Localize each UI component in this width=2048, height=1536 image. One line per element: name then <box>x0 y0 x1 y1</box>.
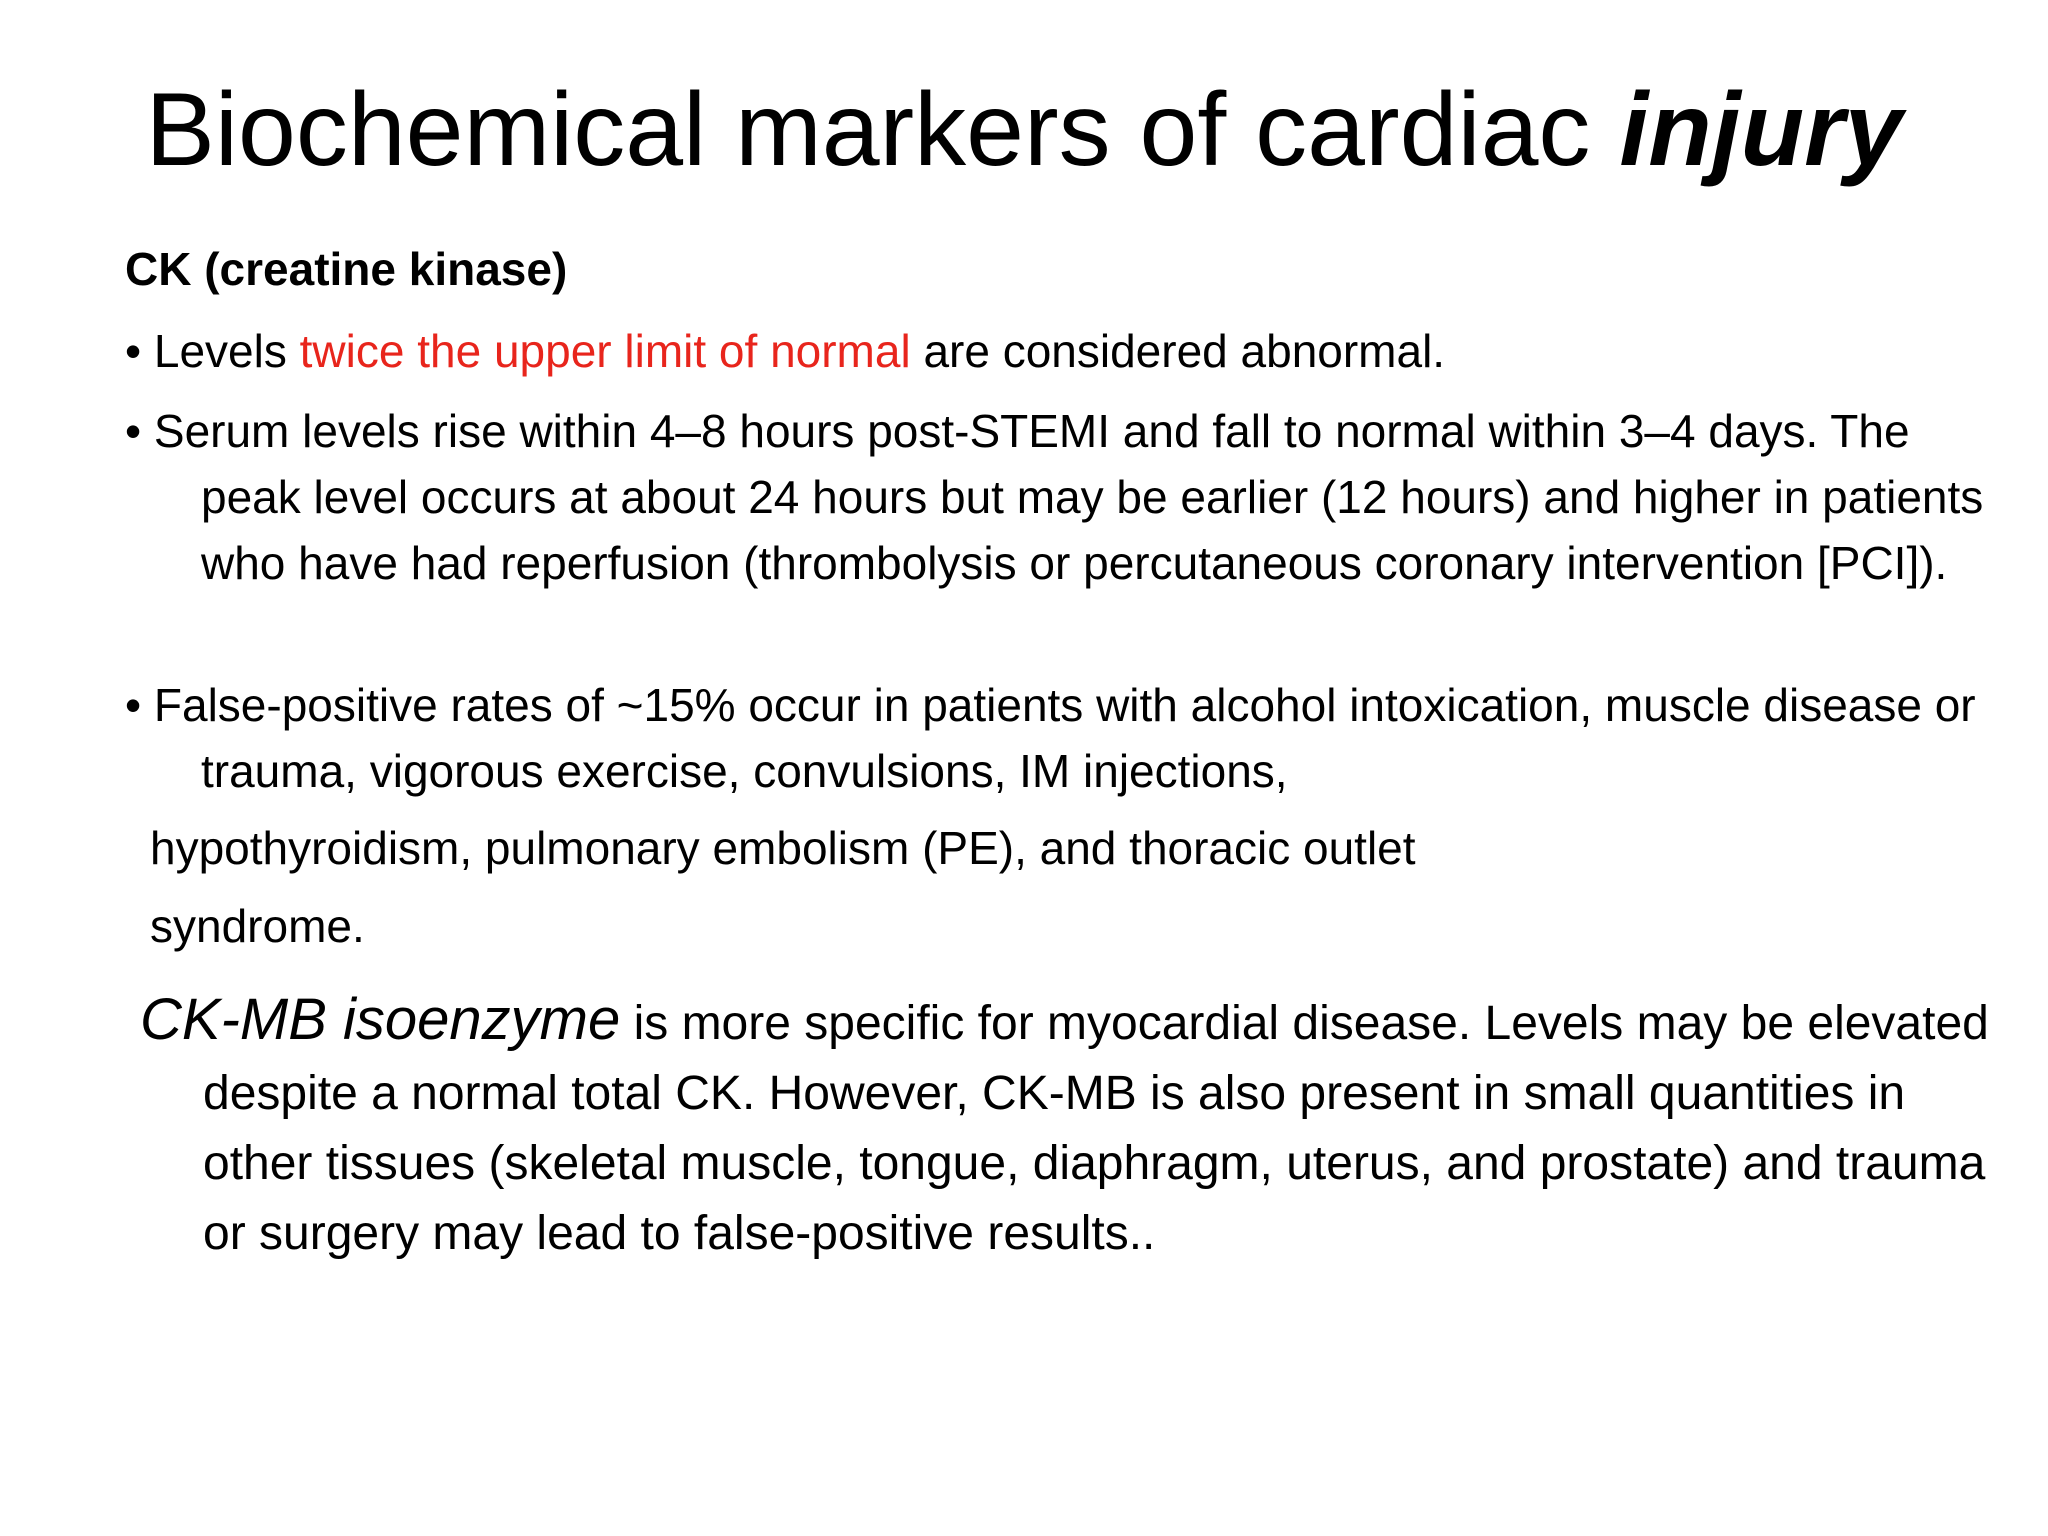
bullet-text: False-positive rates of ~15% occur in patients with alcohol intoxication, muscle disease or trauma, vigorous exercise, convulsions, IM injections, <box>153 679 1976 797</box>
ck-bullet-serum-levels <box>125 398 2011 596</box>
bullet-text-post: are considered abnormal. <box>910 325 1446 377</box>
bullet-marker: • <box>125 679 154 731</box>
highlight-text: twice the upper limit of normal <box>299 325 911 377</box>
bullet-text-pre: Levels <box>153 325 300 377</box>
ckmb-paragraph <box>140 985 2003 1269</box>
bullet-text: Serum levels rise within 4–8 hours post-STEMI and fall to normal within 3–4 days. The peak level occurs at about 24 hours but may be earlier (12 hours) and higher in patients who have had reperfusion (thrombolysis or percutaneous coronary intervention [PCI]). <box>153 405 1984 589</box>
slide-title <box>0 70 2048 190</box>
ck-heading: CK (creatine kinase) <box>125 243 568 295</box>
title-emphasis: injury <box>1619 72 1903 188</box>
continuation-line: syndrome. <box>150 900 365 952</box>
continuation-line: hypothyroidism, pulmonary embolism (PE), and thoracic outlet <box>150 822 1416 874</box>
ck-bullet-abnormal-levels <box>125 318 2011 384</box>
ckmb-text: is more specific for myocardial disease. Levels may be elevated despite a normal total CK. However, CK-MB is also present in small quantities in other tissues (skeletal muscle, tongue, diaphragm, uterus, and prostate) and trauma or surgery may lead to false-positive results.. <box>203 997 1989 1260</box>
bullet-marker: • <box>125 325 154 377</box>
title-main: Biochemical markers of cardiac <box>145 72 1620 188</box>
bullet-marker: • <box>125 405 154 457</box>
ckmb-lead-term: CK-MB isoenzyme <box>140 987 621 1052</box>
ck-bullet-false-positive <box>125 672 2011 804</box>
